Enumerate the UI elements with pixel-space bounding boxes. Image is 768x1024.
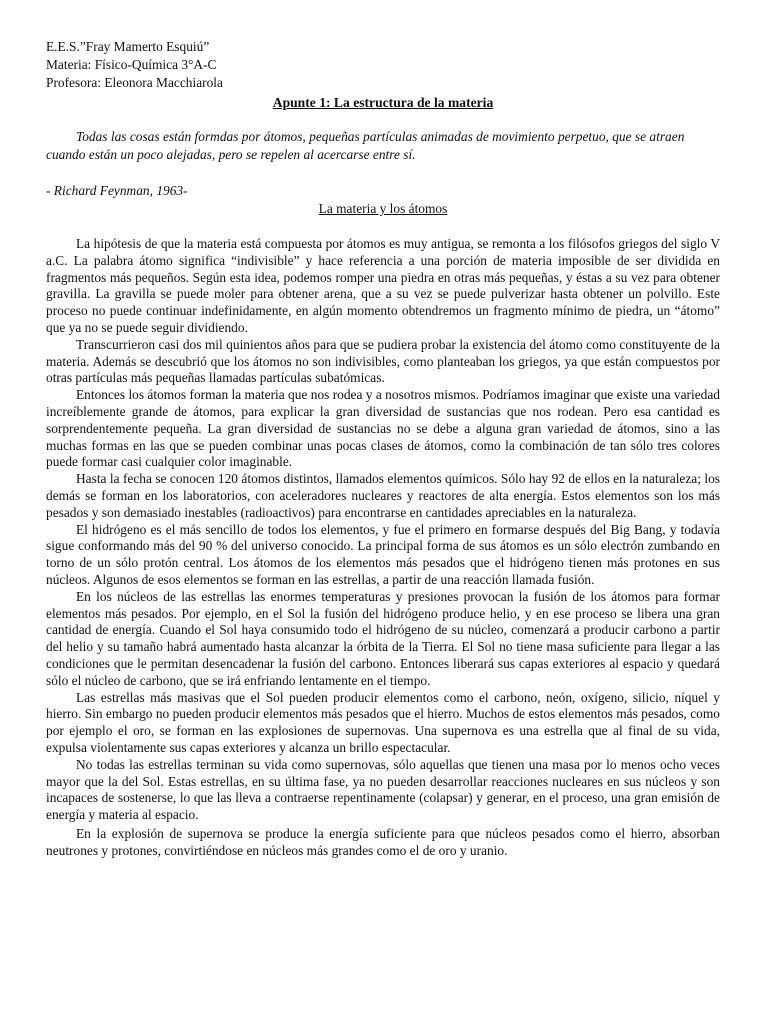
paragraph: En los núcleos de las estrellas las enormes temperaturas y presiones provocan la fusión de los átomos para formar elementos más pesados. Por ejemplo, en el Sol la fusión del hidrógeno produce helio, y en ese proceso se libera una gran cantidad de energía. Cuando el Sol haya consumido todo el hidrógeno de su núcleo, comenzará a producir carbono a partir del helio y su tamaño habrá aumentado hasta alcanzar la órbita de la Tierra. El Sol no tiene masa suficiente para llegar a las condiciones que le permitan desencadenar la fusión del carbono. Entonces liberará sus capas exteriores al espacio y quedará sólo el núcleo de carbono, que se irá enfriando lentamente en el tiempo. (46, 588, 720, 688)
paragraph: En la explosión de supernova se produce la energía suficiente para que núcleos pesados como el hierro, absorban neutrones y protones, convirtiéndose en núcleos más grandes como el de oro y uranio. (46, 825, 720, 858)
quote-attribution: - Richard Feynman, 1963- (46, 183, 188, 198)
paragraph: Las estrellas más masivas que el Sol pueden producir elementos como el carbono, neón, oxígeno, silicio, níquel y hierro. Sin embargo no pueden producir elementos más pesados que el hierro. Muchos de estos elementos más pesados, como por ejemplo el oro, se forman en las explosiones de supernovas. Una supernova es una estrella que al final de su vida, expulsa violentamente sus capas exteriores y alcanza un brillo espectacular. (46, 689, 720, 755)
school-name: E.E.S.”Fray Mamerto Esquiú” (46, 39, 210, 54)
paragraph: Entonces los átomos forman la materia que nos rodea y a nosotros mismos. Podríamos imaginar que existe una variedad increíblemente grande de átomos, para explicar la gran diversidad de sustancias que nos rodean. Pero esa cantidad es sorprendentemente pequeña. La gran diversidad de sustancias no se debe a alguna gran variedad de átomos, sino a las muchas formas en las que se pueden combinar unas pocas clases de átomos, como la combinación de tan sólo tres colores puede formar casi cualquier color imaginable. (46, 387, 720, 470)
paragraph: La hipótesis de que la materia está compuesta por átomos es muy antigua, se remonta a los filósofos griegos del siglo V a.C. La palabra átomo significa “indivisible” y hace referencia a una porción de materia imposible de ser dividida en fragmentos más pequeños. Según esta idea, podemos romper una piedra en otras más pequeñas, y éstas a su vez para obtener gravilla. La gravilla se puede moler para obtener arena, que a su vez se puede pulverizar hasta obtener un polvillo. Este proceso no puede continuar indefinidamente, en algún momento obtendremos un fragmento mínimo de piedra, un “átomo” que ya no se puede seguir dividiendo. (46, 236, 720, 335)
document-body (46, 236, 720, 859)
document-title: Apunte 1: La estructura de la materia (272, 95, 494, 110)
epigraph-quote: Todas las cosas están formdas por átomos, pequeñas partículas animadas de movimiento perpetuo, que se atraen cuando están un poco alejadas, pero se repelen al acercarse entre sí. (46, 129, 685, 162)
subject-line: Materia: Físico-Química 3°A-C (46, 57, 217, 72)
paragraph: No todas las estrellas terminan su vida como supernovas, sólo aquellas que tienen una masa por lo menos ocho veces mayor que la del Sol. Estas estrellas, en su última fase, ya no pueden desarrollar reacciones nucleares en sus núcleos y son incapaces de sostenerse, lo que las lleva a contraerse repentinamente (colapsar) y generar, en el proceso, una gran emisión de energía y materia al espacio. (46, 756, 720, 823)
section-title: La materia y los átomos (318, 201, 448, 216)
paragraph: El hidrógeno es el más sencillo de todos los elementos, y fue el primero en formarse después del Big Bang, y todavía sigue conformando más del 90 % del universo conocido. La principal forma de sus átomos es un sólo electrón zumbando en torno de un sólo protón central. Los átomos de los elementos más pesados que el hidrógeno tienen más protones en sus núcleos. Algunos de esos elementos se forman en las estrellas, a partir de una reacción llamada fusión. (46, 521, 720, 587)
teacher-line: Profesora: Eleonora Macchiarola (46, 75, 223, 90)
paragraph: Hasta la fecha se conocen 120 átomos distintos, llamados elementos químicos. Sólo hay 92 de ellos en la naturaleza; los demás se forman en los laboratorios, con aceleradores nucleares y reactores de alta energía. Estos elementos son los más pesados y son demasiado inestables (radioactivos) para encontrarse en cantidades apreciables en la naturaleza. (46, 471, 720, 520)
paragraph: Transcurrieron casi dos mil quinientos años para que se pudiera probar la existencia del átomo como constituyente de la materia. Además se descubrió que los átomos no son indivisibles, como planteaban los griegos, ya que están compuestos por otras partículas más pequeñas llamadas partículas subatómicas. (46, 336, 720, 386)
document-header (46, 38, 720, 92)
